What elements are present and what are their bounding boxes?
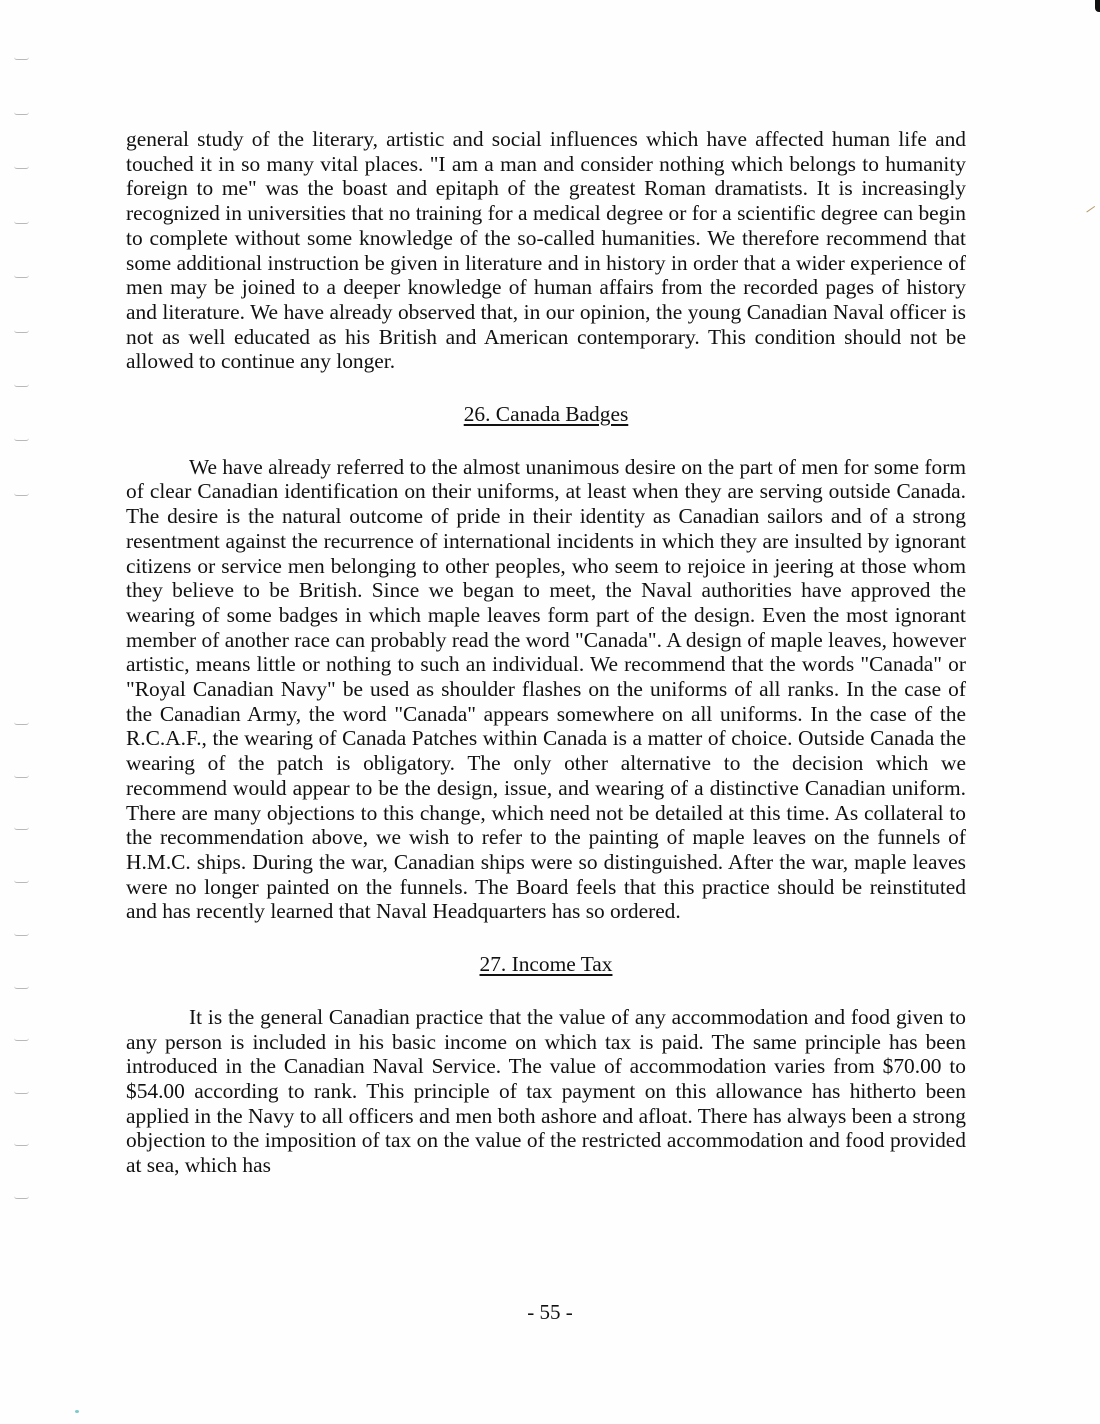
binding-mark <box>14 775 29 778</box>
binding-mark <box>14 438 29 441</box>
page-number: - 55 - <box>527 1300 573 1324</box>
binding-mark <box>14 1143 29 1146</box>
binding-mark <box>14 986 29 989</box>
binding-mark <box>14 275 29 278</box>
section-heading-income-tax: 27. Income Tax <box>479 952 613 977</box>
binding-mark <box>14 221 29 224</box>
binding-mark <box>14 722 29 725</box>
section-paragraph-canada-badges: We have already referred to the almost unanimous desire on the part of men for some form of clear Canadian identification on their uniforms, at least when they are serving outside Canada. The desire is the natural outcome of pride in their identity as Canadian sailors and of a strong resentment against the recurrence of international incidents in which they are insulted by ignorant citizens or service men belonging to other peoples, who seem to rejoice in jeering at those whom they believe to be British. Since we began to meet, the Naval authorities have approved the wearing of some badges in which maple leaves form part of the design. Even the most ignorant member of another race can probably read the word "Canada". A design of maple leaves, however artistic, means little or nothing to such an individual. We recommend that the words "Canada" or "Royal Canadian Navy" be used as shoulder flashes on the uniforms of all ranks. In the case of the Canadian Army, the word "Canada" appears somewhere on all uniforms. In the case of the R.C.A.F., the wearing of Canada Patches within Canada is a matter of choice. Outside Canada the wearing of the patch is obligatory. The only other alternative to the decision which we recommend would appear to be the design, issue, and wearing of a distinctive Canadian uniform. There are many objections to this change, which need not be detailed at this time. As collateral to the recommendation above, we wish to refer to the painting of maple leaves on the funnels of H.M.C. ships. During the war, Canadian ships were so distinguished. After the war, maple leaves were no longer painted on the funnels. The Board feels that this practice should be reinstituted and has recently learned that Naval Headquarters has so ordered. <box>126 454 966 924</box>
scan-corner-mark <box>1095 0 1100 12</box>
section-paragraph-income-tax: It is the general Canadian practice that the value of any accommodation and food given to any person is included in his basic income on which tax is paid. The same principle has been introduced in the Canadian Naval Service. The value of accommodation varies from $70.00 to $54.00 according to rank. This principle of tax payment on this allowance has hitherto been applied in the Navy to all officers and men both ashore and afloat. There has always been a strong objection to the imposition of tax on the value of the restricted accommodation and food provided at sea, which has <box>126 1004 966 1178</box>
binding-mark <box>14 1091 29 1094</box>
binding-mark <box>14 384 29 387</box>
binding-mark <box>14 330 29 333</box>
binding-mark <box>14 933 29 936</box>
continued-paragraph: general study of the literary, artistic and social influences which have affected human life and touched it in so many vital places. "I am a man and consider nothing which belongs to humanity foreign to me" was the boast and epitaph of the greatest Roman dramatists. It is increasingly recognized in universities that no training for a medical degree or for a scientific degree can begin to complete without some knowledge of the so-called humanities. We therefore recommend that some additional instruction be given in literature and in history in order that a wider experience of men may be joined to a deeper knowledge of human affairs from the recorded pages of history and literature. We have already observed that, in our opinion, the young Canadian Naval officer is not as well educated as his British and American contemporary. This condition should not be allowed to continue any longer. <box>126 127 966 374</box>
binding-mark <box>14 166 29 169</box>
binding-mark <box>14 57 29 60</box>
binding-mark <box>14 1038 29 1041</box>
scan-stray-mark <box>1086 206 1099 219</box>
binding-mark <box>14 880 29 883</box>
binding-mark <box>14 112 29 115</box>
binding-hole-marks <box>14 0 34 1424</box>
binding-mark <box>14 827 29 830</box>
section-heading-canada-badges: 26. Canada Badges <box>463 402 629 427</box>
document-body <box>126 127 966 1178</box>
binding-mark <box>14 493 29 496</box>
binding-mark <box>14 1196 29 1199</box>
scan-dot-mark <box>75 1410 79 1413</box>
